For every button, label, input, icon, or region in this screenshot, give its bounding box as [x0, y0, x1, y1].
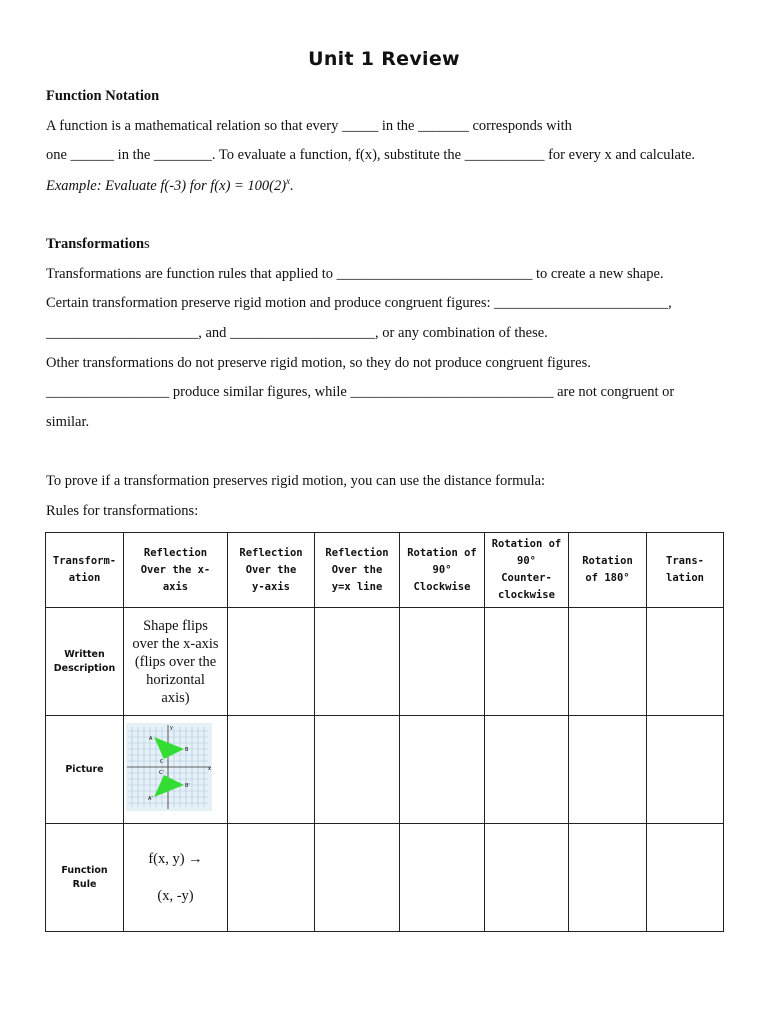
table-row-picture	[46, 716, 724, 824]
label-b-prime: B'	[185, 783, 190, 789]
function-def-line-2: one ______ in the ________. To evaluate a function, f(x), substitute the ___________ for every x and calculate.	[46, 147, 696, 163]
empty-cell[interactable]	[315, 716, 400, 824]
cell-reflection-x-description	[124, 608, 228, 716]
function-def-line-1: A function is a mathematical relation so that every _____ in the _______ corresponds with	[46, 118, 572, 134]
table-text: Over the	[245, 563, 297, 576]
table-text: of 180°	[585, 572, 630, 584]
table-row-function-rule	[46, 824, 724, 932]
table-text: over the x-axis	[132, 635, 219, 652]
header-rotation-180	[569, 533, 647, 608]
table-text: y-axis	[252, 580, 290, 593]
table-text: Rule	[72, 878, 97, 890]
label-b: B	[185, 747, 189, 753]
table-text: (flips over the	[134, 653, 217, 670]
label-c-prime: C'	[159, 770, 164, 776]
label-y-axis: y	[170, 725, 173, 731]
distance-formula-line: To prove if a transformation preserves rigid motion, you can use the distance formula:	[46, 473, 546, 489]
table-text: Clockwise	[413, 580, 471, 593]
table-text: lation	[666, 572, 704, 584]
header-rotation-90-cw	[400, 533, 485, 608]
table-row-written-description	[46, 608, 724, 716]
header-rotation-90-ccw	[485, 533, 569, 608]
reflection-graph-image	[126, 723, 212, 811]
empty-cell[interactable]	[228, 608, 315, 716]
heading-bold-part: Transformation	[46, 236, 145, 252]
label-a-prime: A'	[148, 796, 153, 802]
empty-cell[interactable]	[400, 716, 485, 824]
empty-cell[interactable]	[485, 716, 569, 824]
header-reflection-y-equals-x	[315, 533, 400, 608]
empty-cell[interactable]	[315, 824, 400, 932]
table-text: Over the	[331, 563, 383, 576]
empty-cell[interactable]	[647, 716, 724, 824]
table-text: Description	[53, 662, 116, 674]
table-text: horizontal	[146, 671, 205, 688]
label-a: A	[149, 736, 153, 742]
table-text: Rotation of	[407, 546, 477, 559]
table-text: Written	[64, 648, 105, 660]
label-c: C	[160, 759, 164, 765]
transform-line-3: _____________________, and ____________________, or any combination of these.	[46, 325, 548, 341]
table-text: Shape flips	[143, 617, 208, 634]
table-text: Rotation	[582, 555, 633, 567]
cell-reflection-x-picture	[124, 716, 228, 824]
table-text: Over the x-	[140, 563, 211, 576]
table-text: ation	[68, 572, 101, 584]
table-text: Reflection	[143, 546, 208, 559]
example-text: Example: Evaluate f(-3) for f(x) = 100(2)	[46, 177, 287, 194]
empty-cell[interactable]	[400, 824, 485, 932]
header-translation	[647, 533, 724, 608]
empty-cell[interactable]	[569, 608, 647, 716]
table-header-row	[46, 533, 724, 608]
table-text: 90°	[432, 563, 452, 576]
empty-cell[interactable]	[569, 716, 647, 824]
section-heading-transformations	[46, 236, 150, 253]
transform-line-2: Certain transformation preserve rigid motion and produce congruent figures: ________________________,	[46, 295, 672, 311]
table-text: f(x, y) →	[148, 850, 203, 867]
table-text: Trans-	[666, 555, 704, 567]
empty-cell[interactable]	[228, 716, 315, 824]
transform-line-1: Transformations are function rules that applied to ___________________________ to create a new shape.	[46, 266, 664, 282]
transformation-rules-table	[45, 532, 724, 932]
label-x-axis: x	[208, 766, 211, 772]
table-text: y=x line	[331, 580, 383, 593]
page-title: Unit 1 Review	[308, 48, 460, 70]
example-line	[46, 176, 294, 195]
empty-cell[interactable]	[315, 608, 400, 716]
table-text: Reflection	[239, 546, 303, 559]
example-suffix: .	[290, 177, 294, 194]
table-text: Counter-	[501, 572, 552, 584]
empty-cell[interactable]	[569, 824, 647, 932]
empty-cell[interactable]	[485, 824, 569, 932]
table-text: (x, -y)	[157, 887, 194, 904]
empty-cell[interactable]	[228, 824, 315, 932]
header-reflection-x-axis	[124, 533, 228, 608]
table-text: clockwise	[498, 589, 555, 601]
heading-suffix: s	[144, 236, 150, 252]
row-label-function-rule	[46, 824, 124, 932]
table-text: axis	[162, 580, 189, 593]
header-transformation	[46, 533, 124, 608]
table-text: Rotation of	[491, 538, 562, 550]
empty-cell[interactable]	[485, 608, 569, 716]
table-text: Function	[61, 864, 108, 876]
example-exponent: x	[286, 176, 291, 186]
row-label-written-description	[46, 608, 124, 716]
section-heading-function-notation: Function Notation	[46, 88, 160, 104]
cell-reflection-x-rule	[124, 824, 228, 932]
transform-line-5: _________________ produce similar figures, while ____________________________ are not congruent or	[46, 384, 675, 400]
transform-line-6: similar.	[46, 414, 90, 430]
table-text: Transform-	[52, 555, 117, 567]
empty-cell[interactable]	[647, 608, 724, 716]
empty-cell[interactable]	[647, 824, 724, 932]
table-text: axis)	[161, 689, 190, 706]
table-text: Reflection	[325, 546, 389, 559]
transform-line-4: Other transformations do not preserve rigid motion, so they do not produce congruent figures.	[46, 355, 591, 371]
empty-cell[interactable]	[400, 608, 485, 716]
header-reflection-y-axis	[228, 533, 315, 608]
rules-intro-line: Rules for transformations:	[46, 503, 199, 519]
table-text: 90°	[517, 555, 536, 567]
row-label-picture: Picture	[46, 716, 124, 824]
